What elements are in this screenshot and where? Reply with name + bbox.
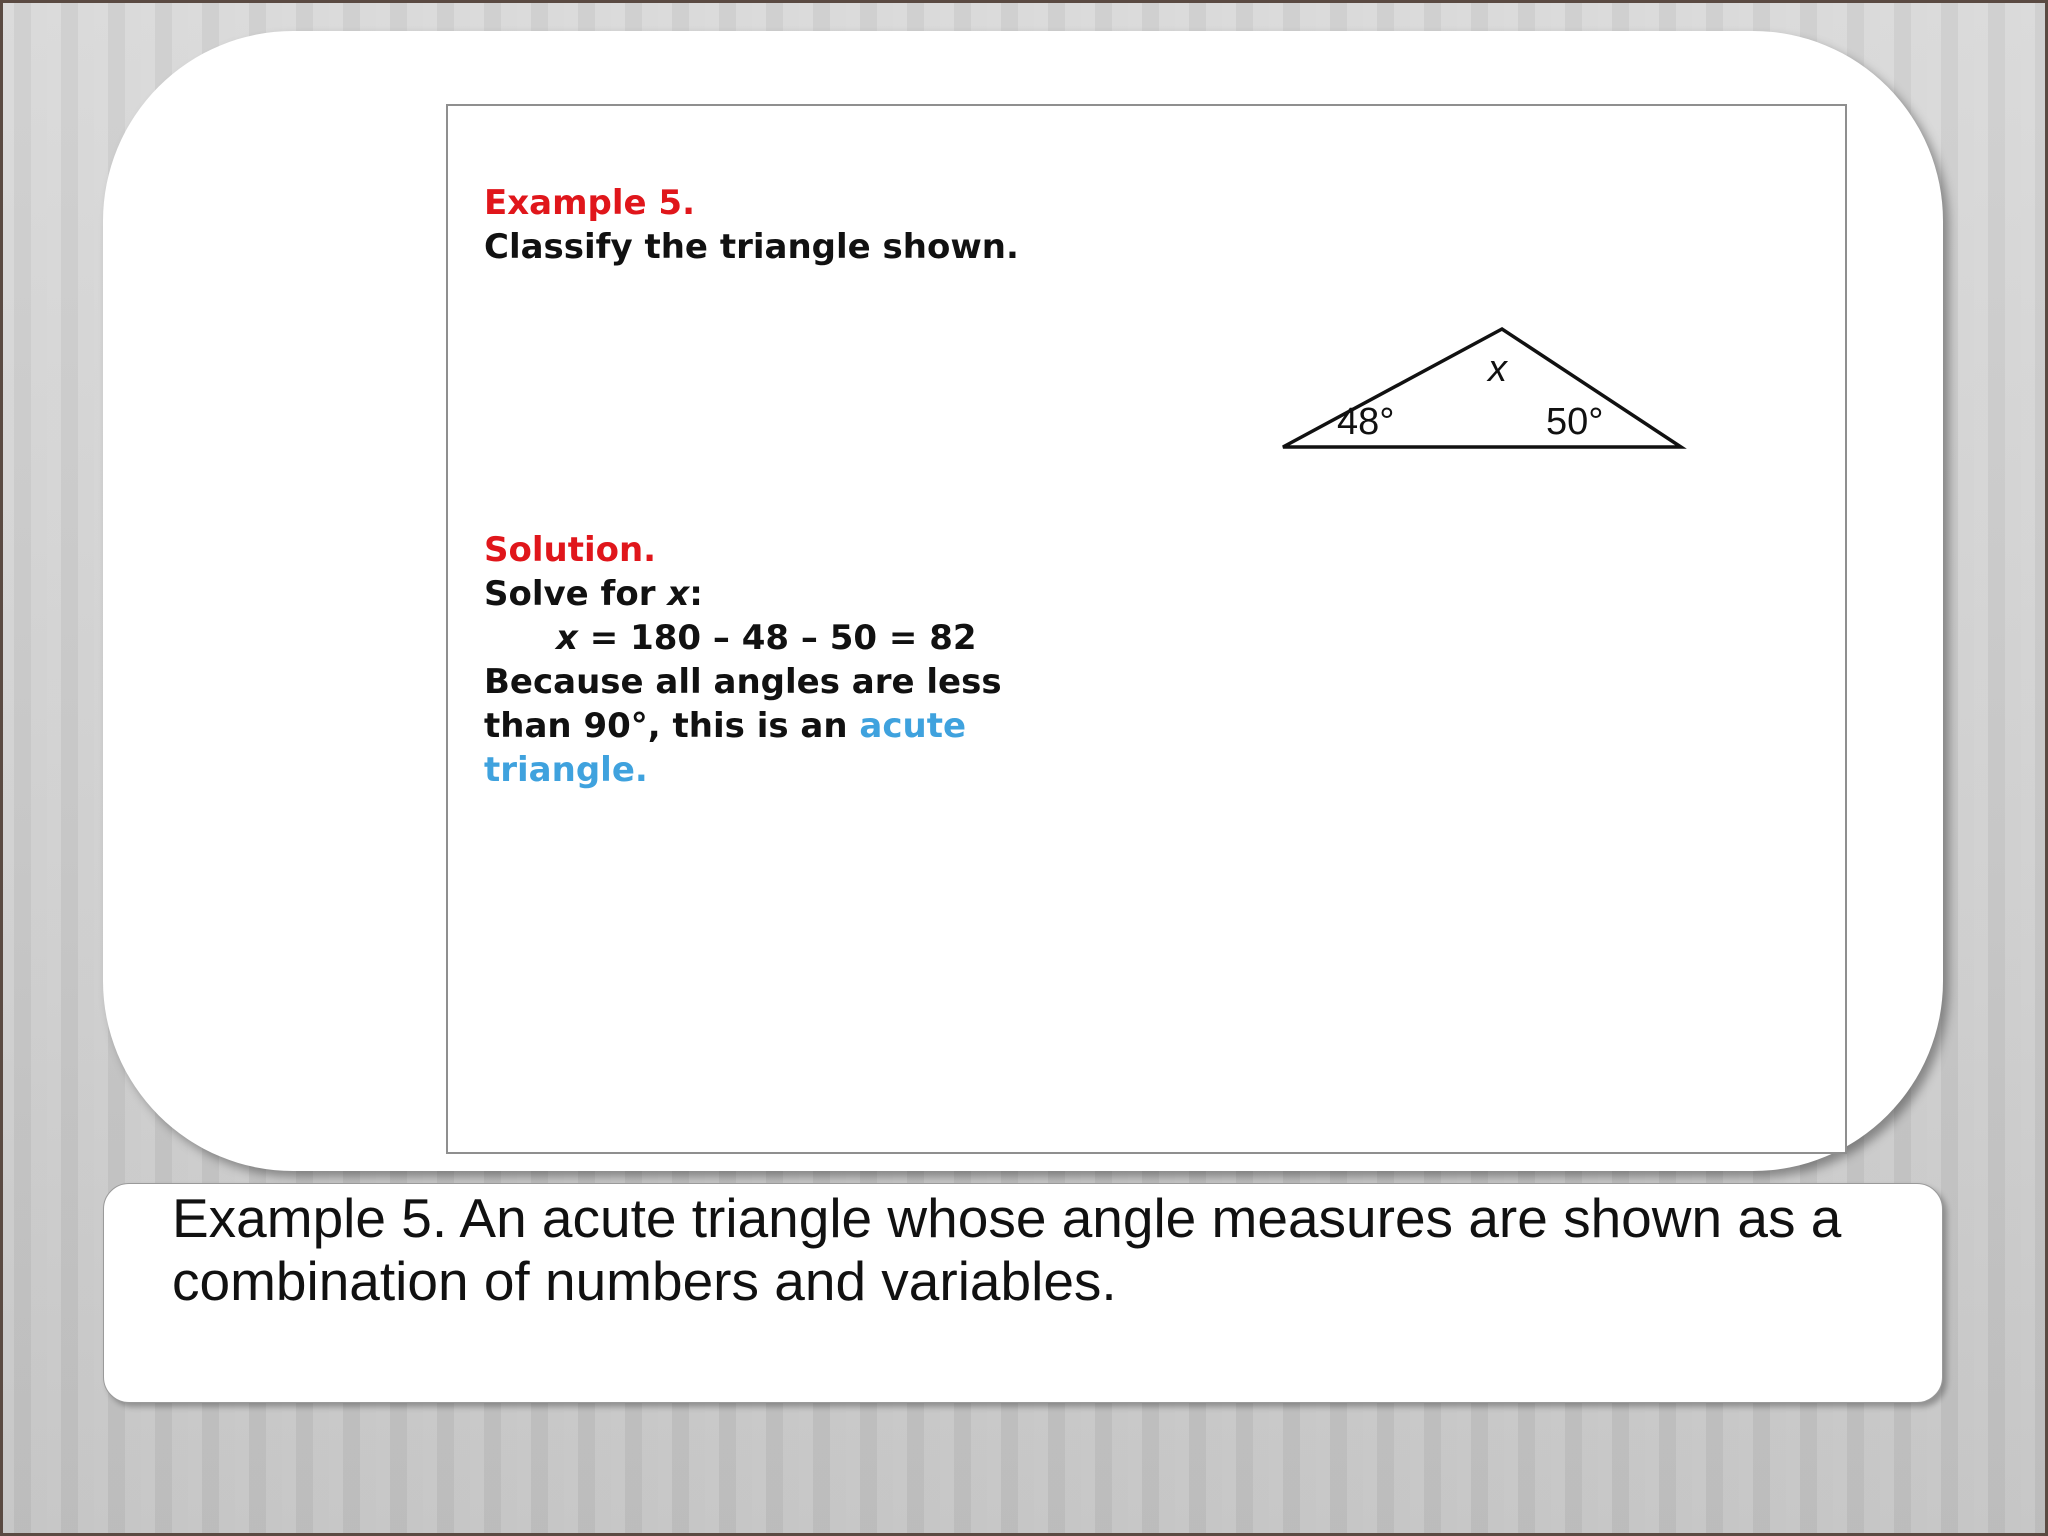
example-prompt: Classify the triangle shown. <box>484 227 1019 267</box>
conclusion-prefix: than 90°, this is an <box>484 706 860 746</box>
solve-variable: x <box>667 574 690 614</box>
angle-label-top: x <box>1488 348 1507 390</box>
caption-text: Example 5. An acute triangle whose angle measures are shown as a combination of numbers and variables. <box>172 1187 1842 1312</box>
solution-heading: Solution. <box>484 530 657 570</box>
angle-label-left: 48° <box>1337 401 1395 443</box>
solve-line <box>484 572 1104 616</box>
solve-prefix: Solve for <box>484 574 668 614</box>
equation-rest: = 180 – 48 – 50 = 82 <box>577 618 977 658</box>
example-heading: Example 5. <box>484 183 695 223</box>
conclusion-line-2 <box>484 704 1104 748</box>
conclusion-line-1: Because all angles are less <box>484 662 1002 702</box>
slide-content <box>446 104 1847 1154</box>
equation-line <box>484 616 1104 660</box>
slide-card <box>103 31 1943 1171</box>
conclusion-accent-acute: acute <box>859 706 967 746</box>
solve-suffix: : <box>689 574 703 614</box>
angle-label-right: 50° <box>1546 401 1604 443</box>
example-block <box>484 181 1019 269</box>
triangle-figure <box>1273 251 1713 491</box>
solution-block <box>484 528 1104 792</box>
caption-box <box>103 1183 1943 1403</box>
conclusion-accent-triangle: triangle. <box>484 750 648 790</box>
equation-variable: x <box>556 618 578 658</box>
